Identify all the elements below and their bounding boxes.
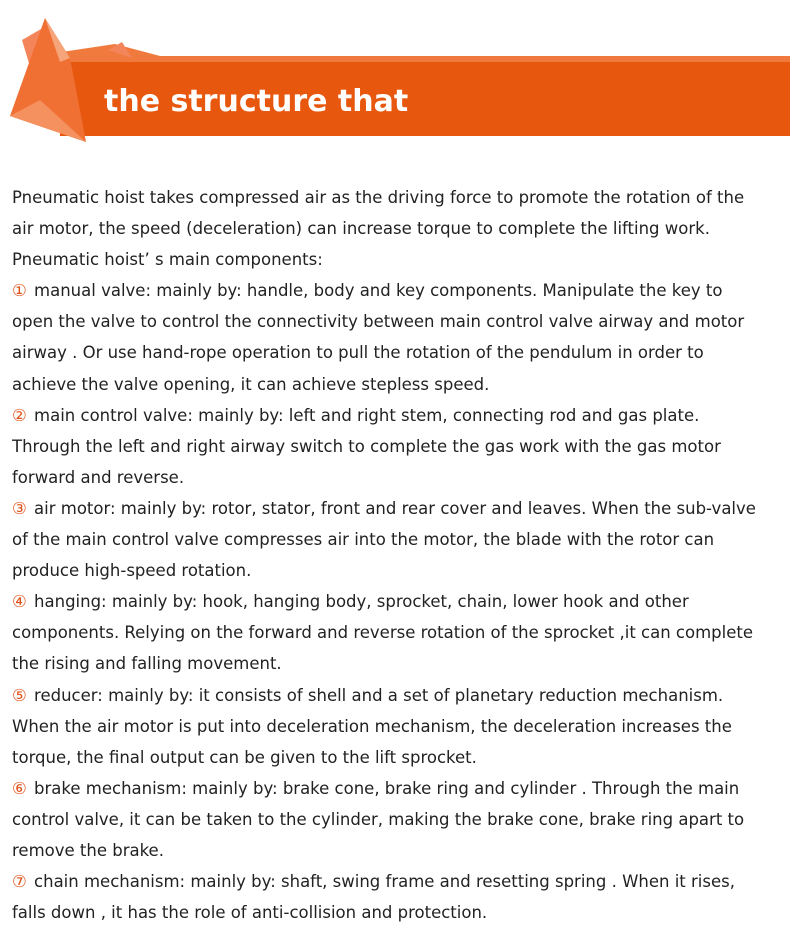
text-line	[12, 586, 788, 617]
text-line: remove the brake.	[12, 840, 164, 860]
text-line: produce high-speed rotation.	[12, 561, 252, 581]
item-text: main control valve: mainly by: left and right stem, connecting rod and gas plate.	[28, 405, 700, 425]
item-text: brake mechanism: mainly by: brake cone, brake ring and cylinder . Through the main	[28, 778, 740, 798]
text-line: air motor, the speed (deceleration) can increase torque to complete the lifting work.	[12, 219, 710, 239]
item-number-marker: ③	[12, 498, 27, 518]
text-line: of the main control valve compresses air into the motor, the blade with the rotor can	[12, 530, 715, 550]
item-number-marker: ②	[12, 405, 27, 425]
text-line	[12, 773, 788, 804]
text-line: falls down , it has the role of anti-collision and protection.	[12, 903, 488, 923]
component-description	[12, 182, 788, 928]
text-line	[12, 493, 788, 524]
item-text: reducer: mainly by: it consists of shell and a set of planetary reduction mechanism.	[28, 685, 724, 705]
text-line	[12, 275, 788, 306]
text-line: Through the left and right airway switch to complete the gas work with the gas motor	[12, 436, 721, 456]
text-line: When the air motor is put into deceleration mechanism, the deceleration increases the	[12, 716, 732, 736]
text-line	[12, 680, 788, 711]
text-line: the rising and falling movement.	[12, 654, 282, 674]
item-number-marker: ①	[12, 281, 27, 301]
item-number-marker: ⑦	[12, 872, 27, 892]
item-number-marker: ④	[12, 592, 27, 612]
text-line: Pneumatic hoist’ s main components:	[12, 250, 323, 270]
banner-top-strip	[48, 44, 790, 62]
text-line: forward and reverse.	[12, 467, 185, 487]
item-text: chain mechanism: mainly by: shaft, swing frame and resetting spring . When it rises,	[28, 872, 735, 892]
item-number-marker: ⑤	[12, 685, 27, 705]
text-line: open the valve to control the connectivity between main control valve airway and motor	[12, 312, 745, 332]
text-line	[12, 866, 788, 897]
text-line: achieve the valve opening, it can achieve stepless speed.	[12, 374, 490, 394]
text-line: components. Relying on the forward and reverse rotation of the sprocket ,it can complete	[12, 623, 754, 643]
text-line: Pneumatic hoist takes compressed air as the driving force to promote the rotation of the	[12, 188, 745, 207]
item-number-marker: ⑥	[12, 778, 27, 798]
item-text: hanging: mainly by: hook, hanging body, sprocket, chain, lower hook and other	[28, 592, 689, 612]
item-text: air motor: mainly by: rotor, stator, front and rear cover and leaves. When the sub-valve	[28, 498, 756, 518]
text-line: airway . Or use hand-rope operation to pull the rotation of the pendulum in order to	[12, 343, 704, 363]
item-text: manual valve: mainly by: handle, body and key components. Manipulate the key to	[28, 281, 723, 301]
text-line: control valve, it can be taken to the cylinder, making the brake cone, brake ring apart to	[12, 809, 745, 829]
text-line	[12, 400, 788, 431]
section-banner	[0, 0, 790, 160]
page-title: the structure that	[104, 84, 409, 119]
text-line: torque, the final output can be given to the lift sprocket.	[12, 747, 477, 767]
